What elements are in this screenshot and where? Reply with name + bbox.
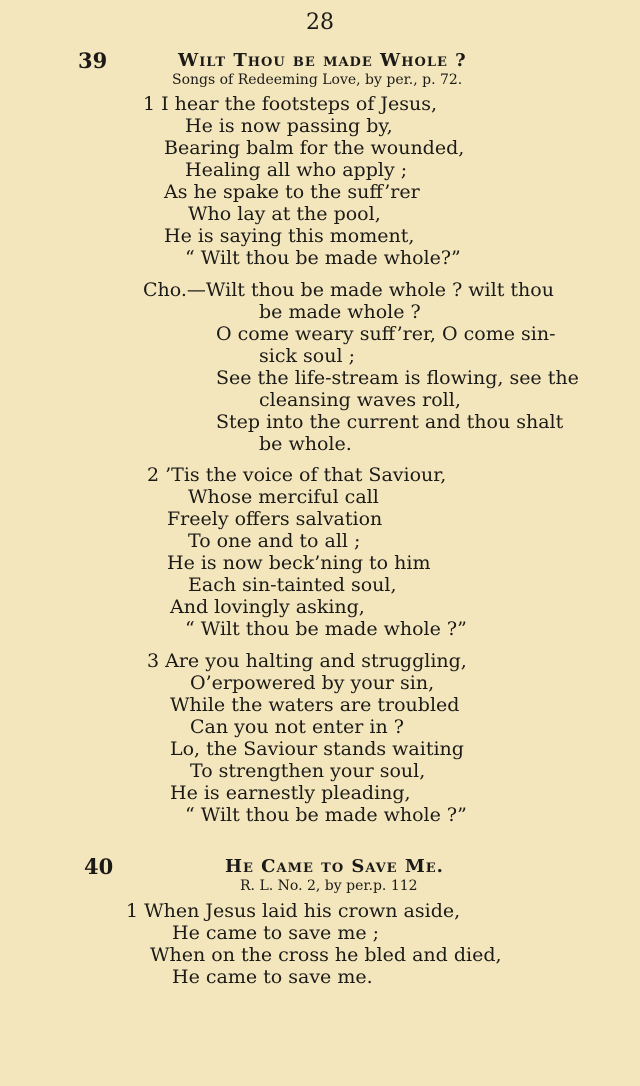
verse-line: 2 ’Tis the voice of that Saviour,	[147, 464, 447, 486]
verse-line: Healing all who apply ;	[185, 159, 408, 181]
verse-line: To strengthen your soul,	[190, 760, 426, 782]
chorus-line: See the life-stream is flowing, see the	[216, 367, 579, 389]
verse-line: 3 Are you halting and struggling,	[147, 650, 467, 672]
page-number: 28	[306, 10, 334, 35]
hymn-source: Songs of Redeeming Love, by per., p. 72.	[172, 72, 463, 88]
verse-line: Each sin-tainted soul,	[188, 574, 397, 596]
verse-line: He is now beck’ning to him	[167, 552, 431, 574]
verse-line: And lovingly asking,	[170, 596, 365, 618]
hymn-number: 39	[78, 48, 108, 73]
verse-line: He is earnestly pleading,	[170, 782, 411, 804]
verse-line: He is saying this moment,	[164, 225, 415, 247]
chorus-line: cleansing waves roll,	[259, 389, 461, 411]
chorus-line: be made whole ?	[259, 301, 421, 323]
chorus-line: O come weary suff’rer, O come sin-	[216, 323, 556, 345]
verse-line: When on the cross he bled and died,	[150, 944, 502, 966]
verse-line: He came to save me.	[172, 966, 373, 988]
verse-line: He is now passing by,	[185, 115, 393, 137]
verse-line: Lo, the Saviour stands waiting	[170, 738, 464, 760]
chorus-line: Step into the current and thou shalt	[216, 411, 564, 433]
verse-line: “ Wilt thou be made whole?”	[185, 247, 461, 269]
verse-line: Freely offers salvation	[167, 508, 383, 530]
verse-line: While the waters are troubled	[170, 694, 460, 716]
chorus-line: be whole.	[259, 433, 352, 455]
verse-line: He came to save me ;	[172, 922, 380, 944]
verse-line: To one and to all ;	[188, 530, 361, 552]
verse-line: Bearing balm for the wounded,	[164, 137, 465, 159]
verse-line: Who lay at the pool,	[188, 203, 381, 225]
hymn-number: 40	[84, 854, 114, 879]
verse-line: 1 I hear the footsteps of Jesus,	[143, 93, 438, 115]
verse-line: Can you not enter in ?	[190, 716, 404, 738]
verse-line: 1 When Jesus laid his crown aside,	[126, 900, 461, 922]
verse-line: Whose merciful call	[188, 486, 379, 508]
chorus-line: sick soul ;	[259, 345, 355, 367]
hymn-source: R. L. No. 2, by per.p. 112	[240, 878, 418, 894]
verse-line: O’erpowered by your sin,	[190, 672, 435, 694]
hymn-title: He Came to Save Me.	[225, 856, 444, 877]
verse-line: As he spake to the suff’rer	[164, 181, 420, 203]
hymn-title: Wilt Thou be made Whole ?	[178, 50, 467, 71]
verse-line: “ Wilt thou be made whole ?”	[185, 618, 467, 640]
chorus-line: Cho.—Wilt thou be made whole ? wilt thou	[143, 279, 554, 301]
verse-line: “ Wilt thou be made whole ?”	[185, 804, 467, 826]
